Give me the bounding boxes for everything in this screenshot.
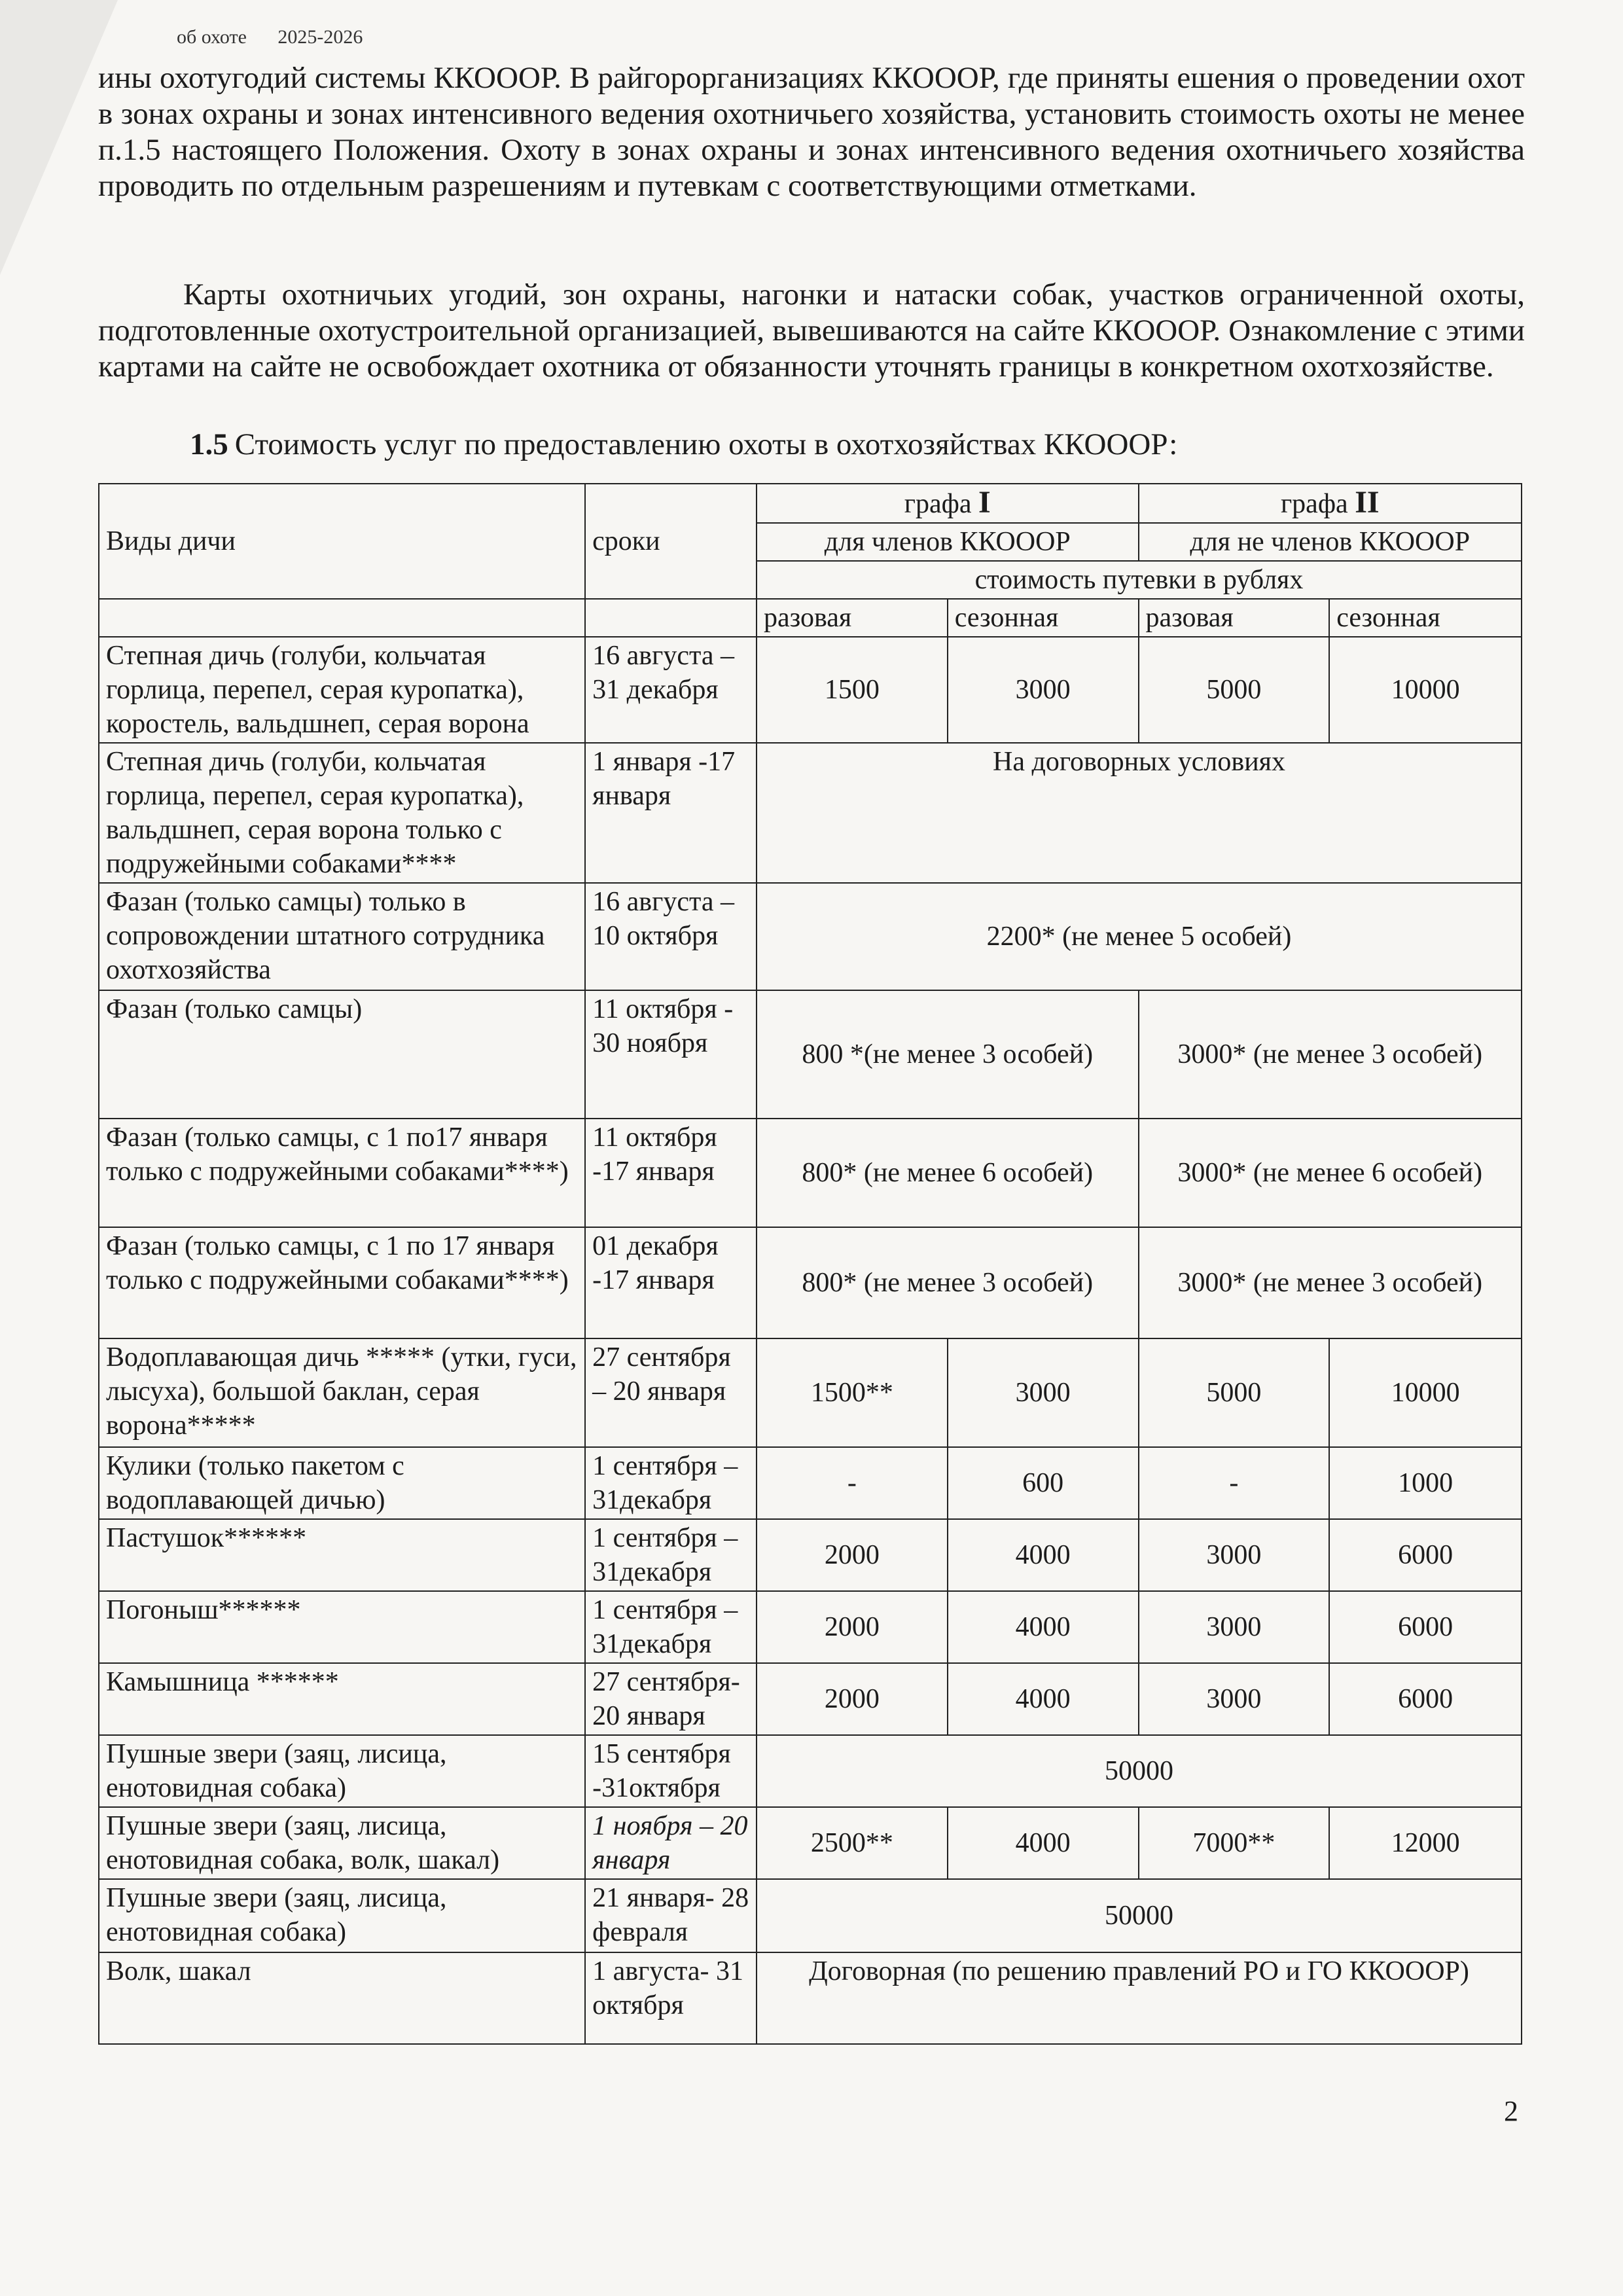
- price-merged: 50000: [757, 1879, 1522, 1952]
- header-terms: сроки: [585, 484, 757, 599]
- row-species: Фазан (только самцы, с 1 по 17 января только с подружейными собаками****): [99, 1227, 585, 1338]
- price-graph-1: 800* (не менее 3 особей): [757, 1227, 1138, 1338]
- row-species: Степная дичь (голуби, кольчатая горлица, перепел, серая куропатка), вальдшнеп, серая ворона только с подружейными собаками****: [99, 743, 585, 883]
- row-terms: 1 сентября – 31декабря: [585, 1447, 757, 1519]
- table-row: [99, 1119, 1522, 1227]
- row-terms: 27 сентября – 20 января: [585, 1338, 757, 1447]
- row-terms: 1 ноября – 20 января: [585, 1807, 757, 1879]
- cost-word-2: путевки: [1102, 565, 1197, 595]
- header-title: об охоте: [177, 26, 247, 48]
- section-title: [190, 427, 1177, 462]
- header-graph-2: [1139, 484, 1522, 523]
- row-species: Пушные звери (заяц, лисица, енотовидная собака, волк, шакал): [99, 1807, 585, 1879]
- row-species: Кулики (только пакетом с водоплавающей дичью): [99, 1447, 585, 1519]
- price-graph-1: 800 *(не менее 3 особей): [757, 990, 1138, 1119]
- price-merged: 2200* (не менее 5 особей): [757, 883, 1522, 990]
- header-one-time-members: разовая: [757, 599, 948, 637]
- price-one-time-members: 2000: [757, 1519, 948, 1591]
- row-species: Фазан (только самцы, с 1 по17 января только с подружейными собаками****): [99, 1119, 585, 1227]
- price-graph-2: 3000* (не менее 3 особей): [1139, 1227, 1522, 1338]
- price-one-time-members: 2000: [757, 1663, 948, 1735]
- row-terms: 16 августа – 31 декабря: [585, 637, 757, 743]
- table-row: [99, 1227, 1522, 1338]
- row-species: Пушные звери (заяц, лисица, енотовидная собака): [99, 1879, 585, 1952]
- row-terms: 15 сентября -31октября: [585, 1735, 757, 1807]
- tariff-table: [98, 483, 1522, 2045]
- section-title-text: Стоимость услуг по предоставлению охоты в охотхозяйствах ККОООР:: [234, 427, 1178, 461]
- price-seasonal-nonmembers: 6000: [1329, 1591, 1522, 1663]
- price-one-time-nonmembers: 3000: [1139, 1663, 1330, 1735]
- paragraph-maps: Карты охотничьих угодий, зон охраны, нагонки и натаски собак, участков ограниченной охоты, подготовленные охотустроительной организацией, вывешиваются на сайте ККОООР. Ознакомление с этими картами на сайте не освобождает охотника от обязанности уточнять границы в конкретном охотхозяйстве.: [98, 278, 1525, 384]
- price-merged: На договорных условиях: [757, 743, 1522, 883]
- graph-2-number: II: [1355, 485, 1380, 520]
- price-one-time-members: 1500: [757, 637, 948, 743]
- cost-word-3: в рублях: [1203, 565, 1304, 595]
- price-graph-2: 3000* (не менее 6 особей): [1139, 1119, 1522, 1227]
- price-seasonal-nonmembers: 10000: [1329, 637, 1522, 743]
- row-terms: 1 сентября – 31декабря: [585, 1519, 757, 1591]
- price-seasonal-nonmembers: 12000: [1329, 1807, 1522, 1879]
- header-graph-1: [757, 484, 1138, 523]
- graph-1-number: I: [978, 485, 991, 520]
- page-number: 2: [1504, 2095, 1518, 2127]
- header-members: для членов ККОООР: [757, 523, 1138, 561]
- price-seasonal-members: 4000: [948, 1663, 1139, 1735]
- price-one-time-members: 1500**: [757, 1338, 948, 1447]
- row-terms: 1 января -17 января: [585, 743, 757, 883]
- price-seasonal-members: 3000: [948, 1338, 1139, 1447]
- price-merged: Договорная (по решению правлений РО и ГО ККОООР): [757, 1952, 1522, 2044]
- price-seasonal-members: 3000: [948, 637, 1139, 743]
- paragraph-intro: ины охотугодий системы ККОООР. В райгорорганизациях ККОООР, где приняты ешения о проведении охот в зонах охраны и зонах интенсивного ведения охотничьего хозяйства, установить стоимость охоты не менее п.1.5 настоящего Положения. Охоту в зонах охраны и зонах интенсивного ведения охотничьего хозяйства проводить по отдельным разрешениям и путевкам с соответствующими отметками.: [98, 61, 1525, 203]
- price-merged: 50000: [757, 1735, 1522, 1807]
- table-row: [99, 1591, 1522, 1663]
- price-one-time-nonmembers: -: [1139, 1447, 1330, 1519]
- graph-1-label: графа: [904, 489, 972, 519]
- section-number: 1.5: [190, 427, 228, 461]
- price-graph-1: 800* (не менее 6 особей): [757, 1119, 1138, 1227]
- header-nonmembers: для не членов ККОООР: [1139, 523, 1522, 561]
- row-species: Фазан (только самцы): [99, 990, 585, 1119]
- row-species: Волк, шакал: [99, 1952, 585, 2044]
- table-row: [99, 743, 1522, 883]
- row-terms: 1 августа- 31 октября: [585, 1952, 757, 2044]
- header-seasonal-nonmembers: сезонная: [1329, 599, 1522, 637]
- table-row: [99, 1807, 1522, 1879]
- table-row: [99, 1952, 1522, 2044]
- table-row: [99, 1519, 1522, 1591]
- header-blank-species: [99, 599, 585, 637]
- row-terms: 21 января- 28 февраля: [585, 1879, 757, 1952]
- row-terms: 1 сентября – 31декабря: [585, 1591, 757, 1663]
- header-years: 2025-2026: [277, 26, 363, 48]
- price-one-time-members: 2000: [757, 1591, 948, 1663]
- price-seasonal-members: 4000: [948, 1591, 1139, 1663]
- price-one-time-members: 2500**: [757, 1807, 948, 1879]
- table-row: [99, 990, 1522, 1119]
- price-seasonal-members: 600: [948, 1447, 1139, 1519]
- graph-2-label: графа: [1280, 489, 1348, 519]
- header-species: Виды дичи: [99, 484, 585, 599]
- row-species: Погоныш******: [99, 1591, 585, 1663]
- row-species: Пушные звери (заяц, лисица, енотовидная собака): [99, 1735, 585, 1807]
- table-row: [99, 1879, 1522, 1952]
- header-blank-terms: [585, 599, 757, 637]
- row-species: Пастушок******: [99, 1519, 585, 1591]
- price-one-time-nonmembers: 5000: [1139, 1338, 1330, 1447]
- price-seasonal-nonmembers: 1000: [1329, 1447, 1522, 1519]
- price-seasonal-members: 4000: [948, 1807, 1139, 1879]
- row-species: Степная дичь (голуби, кольчатая горлица, перепел, серая куропатка), коростель, вальдшнеп, серая ворона: [99, 637, 585, 743]
- price-one-time-members: -: [757, 1447, 948, 1519]
- price-seasonal-members: 4000: [948, 1519, 1139, 1591]
- table-row: [99, 1735, 1522, 1807]
- price-seasonal-nonmembers: 6000: [1329, 1663, 1522, 1735]
- row-species: Фазан (только самцы) только в сопровождении штатного сотрудника охотхозяйства: [99, 883, 585, 990]
- table-row: [99, 1447, 1522, 1519]
- row-species: Водоплавающая дичь ***** (утки, гуси, лысуха), большой баклан, серая ворона*****: [99, 1338, 585, 1447]
- price-one-time-nonmembers: 7000**: [1139, 1807, 1330, 1879]
- row-terms: 11 октября - 30 ноября: [585, 990, 757, 1119]
- header-seasonal-members: сезонная: [948, 599, 1139, 637]
- price-graph-2: 3000* (не менее 3 особей): [1139, 990, 1522, 1119]
- price-seasonal-nonmembers: 10000: [1329, 1338, 1522, 1447]
- row-species: Камышница ******: [99, 1663, 585, 1735]
- header-cost: [757, 561, 1522, 599]
- table-row: [99, 637, 1522, 743]
- cost-word-1: стоимость: [974, 565, 1096, 595]
- header-one-time-nonmembers: разовая: [1139, 599, 1330, 637]
- price-seasonal-nonmembers: 6000: [1329, 1519, 1522, 1591]
- row-terms: 27 сентября- 20 января: [585, 1663, 757, 1735]
- row-terms: 16 августа – 10 октября: [585, 883, 757, 990]
- price-one-time-nonmembers: 3000: [1139, 1591, 1330, 1663]
- row-terms: 01 декабря -17 января: [585, 1227, 757, 1338]
- row-terms: 11 октября -17 января: [585, 1119, 757, 1227]
- table-row: [99, 1663, 1522, 1735]
- table-row: [99, 883, 1522, 990]
- table-row: [99, 1338, 1522, 1447]
- page-header: [177, 26, 389, 48]
- price-one-time-nonmembers: 5000: [1139, 637, 1330, 743]
- price-one-time-nonmembers: 3000: [1139, 1519, 1330, 1591]
